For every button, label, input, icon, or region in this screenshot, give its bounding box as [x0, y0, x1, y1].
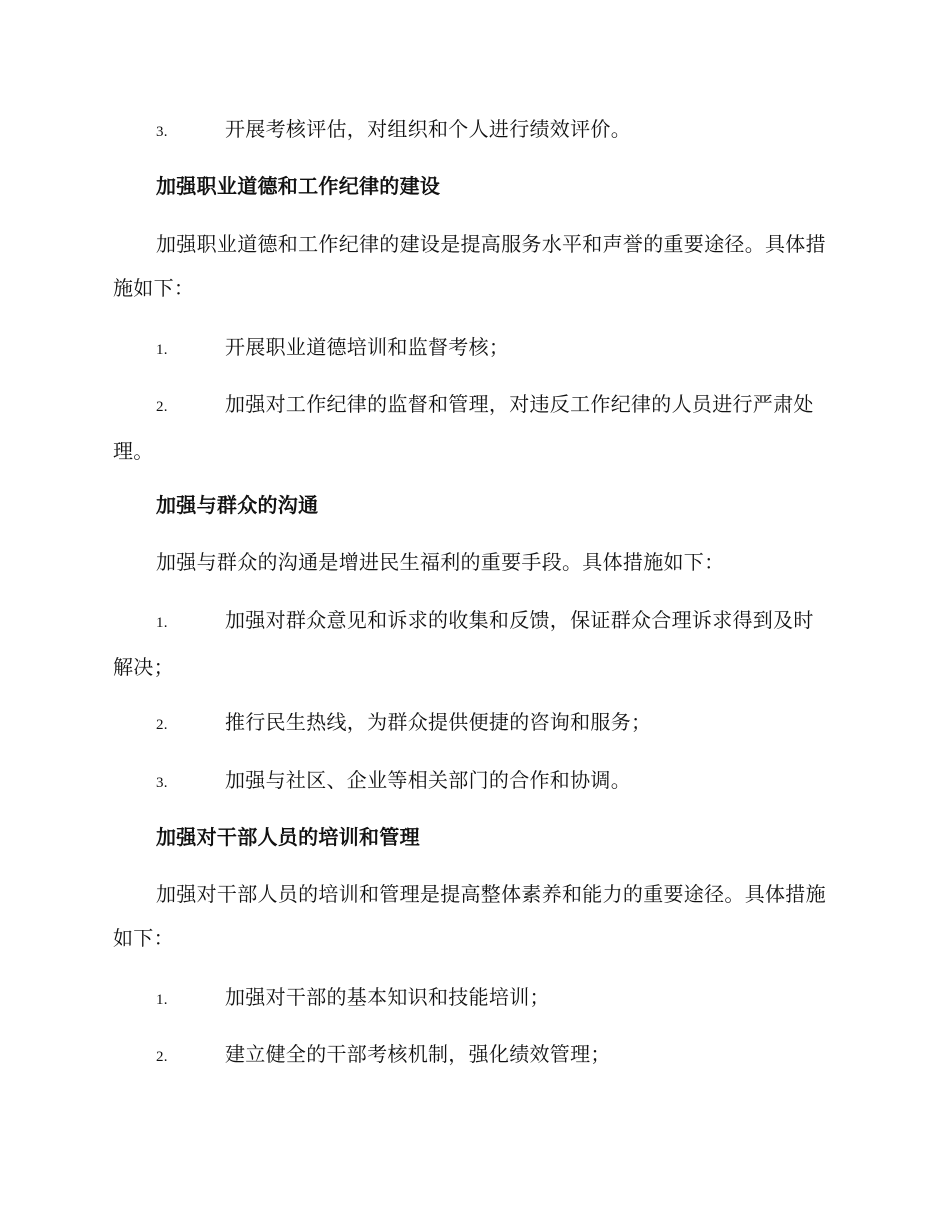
- list-text: 加强对群众意见和诉求的收集和反馈，保证群众合理诉求得到及时解决；: [113, 608, 814, 679]
- list-item: [113, 1032, 833, 1079]
- list-number: 2.: [156, 717, 168, 733]
- section-intro: [113, 872, 833, 960]
- list-number: 3.: [156, 124, 168, 140]
- heading-text: 加强与群众的沟通: [156, 493, 319, 517]
- list-text: 加强对工作纪律的监督和管理，对违反工作纪律的人员进行严肃处理。: [113, 392, 814, 463]
- intro-text: 加强对干部人员的培训和管理是提高整体素养和能力的重要途径。具体措施如下：: [113, 882, 826, 950]
- list-text: 建立健全的干部考核机制，强化绩效管理；: [225, 1042, 611, 1066]
- list-item: [113, 700, 833, 747]
- list-text: 加强对干部的基本知识和技能培训；: [225, 985, 550, 1009]
- section-heading: [113, 490, 833, 520]
- list-item: [113, 598, 833, 689]
- heading-text: 加强对干部人员的培训和管理: [156, 825, 420, 849]
- list-number: 1.: [156, 615, 168, 631]
- intro-text: 加强职业道德和工作纪律的建设是提高服务水平和声誉的重要途径。具体措施如下：: [113, 232, 826, 300]
- list-number: 1.: [156, 342, 168, 358]
- list-number: 1.: [156, 992, 168, 1008]
- list-number: 3.: [156, 775, 168, 791]
- section-intro: [113, 540, 833, 584]
- intro-text: 加强与群众的沟通是增进民生福利的重要手段。具体措施如下：: [156, 550, 725, 574]
- section-heading: [113, 822, 833, 852]
- list-item: [113, 325, 833, 372]
- list-number: 2.: [156, 1049, 168, 1065]
- list-text: 开展职业道德培训和监督考核；: [225, 335, 510, 359]
- section-intro: [113, 222, 833, 310]
- list-item: [113, 758, 833, 805]
- section-heading: [113, 171, 833, 201]
- list-text: 开展考核评估，对组织和个人进行绩效评价。: [225, 117, 631, 141]
- list-text: 推行民生热线，为群众提供便捷的咨询和服务；: [225, 710, 652, 734]
- list-text: 加强与社区、企业等相关部门的合作和协调。: [225, 768, 631, 792]
- list-number: 2.: [156, 399, 168, 415]
- heading-text: 加强职业道德和工作纪律的建设: [156, 174, 441, 198]
- list-item: [113, 107, 833, 154]
- list-item: [113, 975, 833, 1022]
- list-item: [113, 382, 833, 473]
